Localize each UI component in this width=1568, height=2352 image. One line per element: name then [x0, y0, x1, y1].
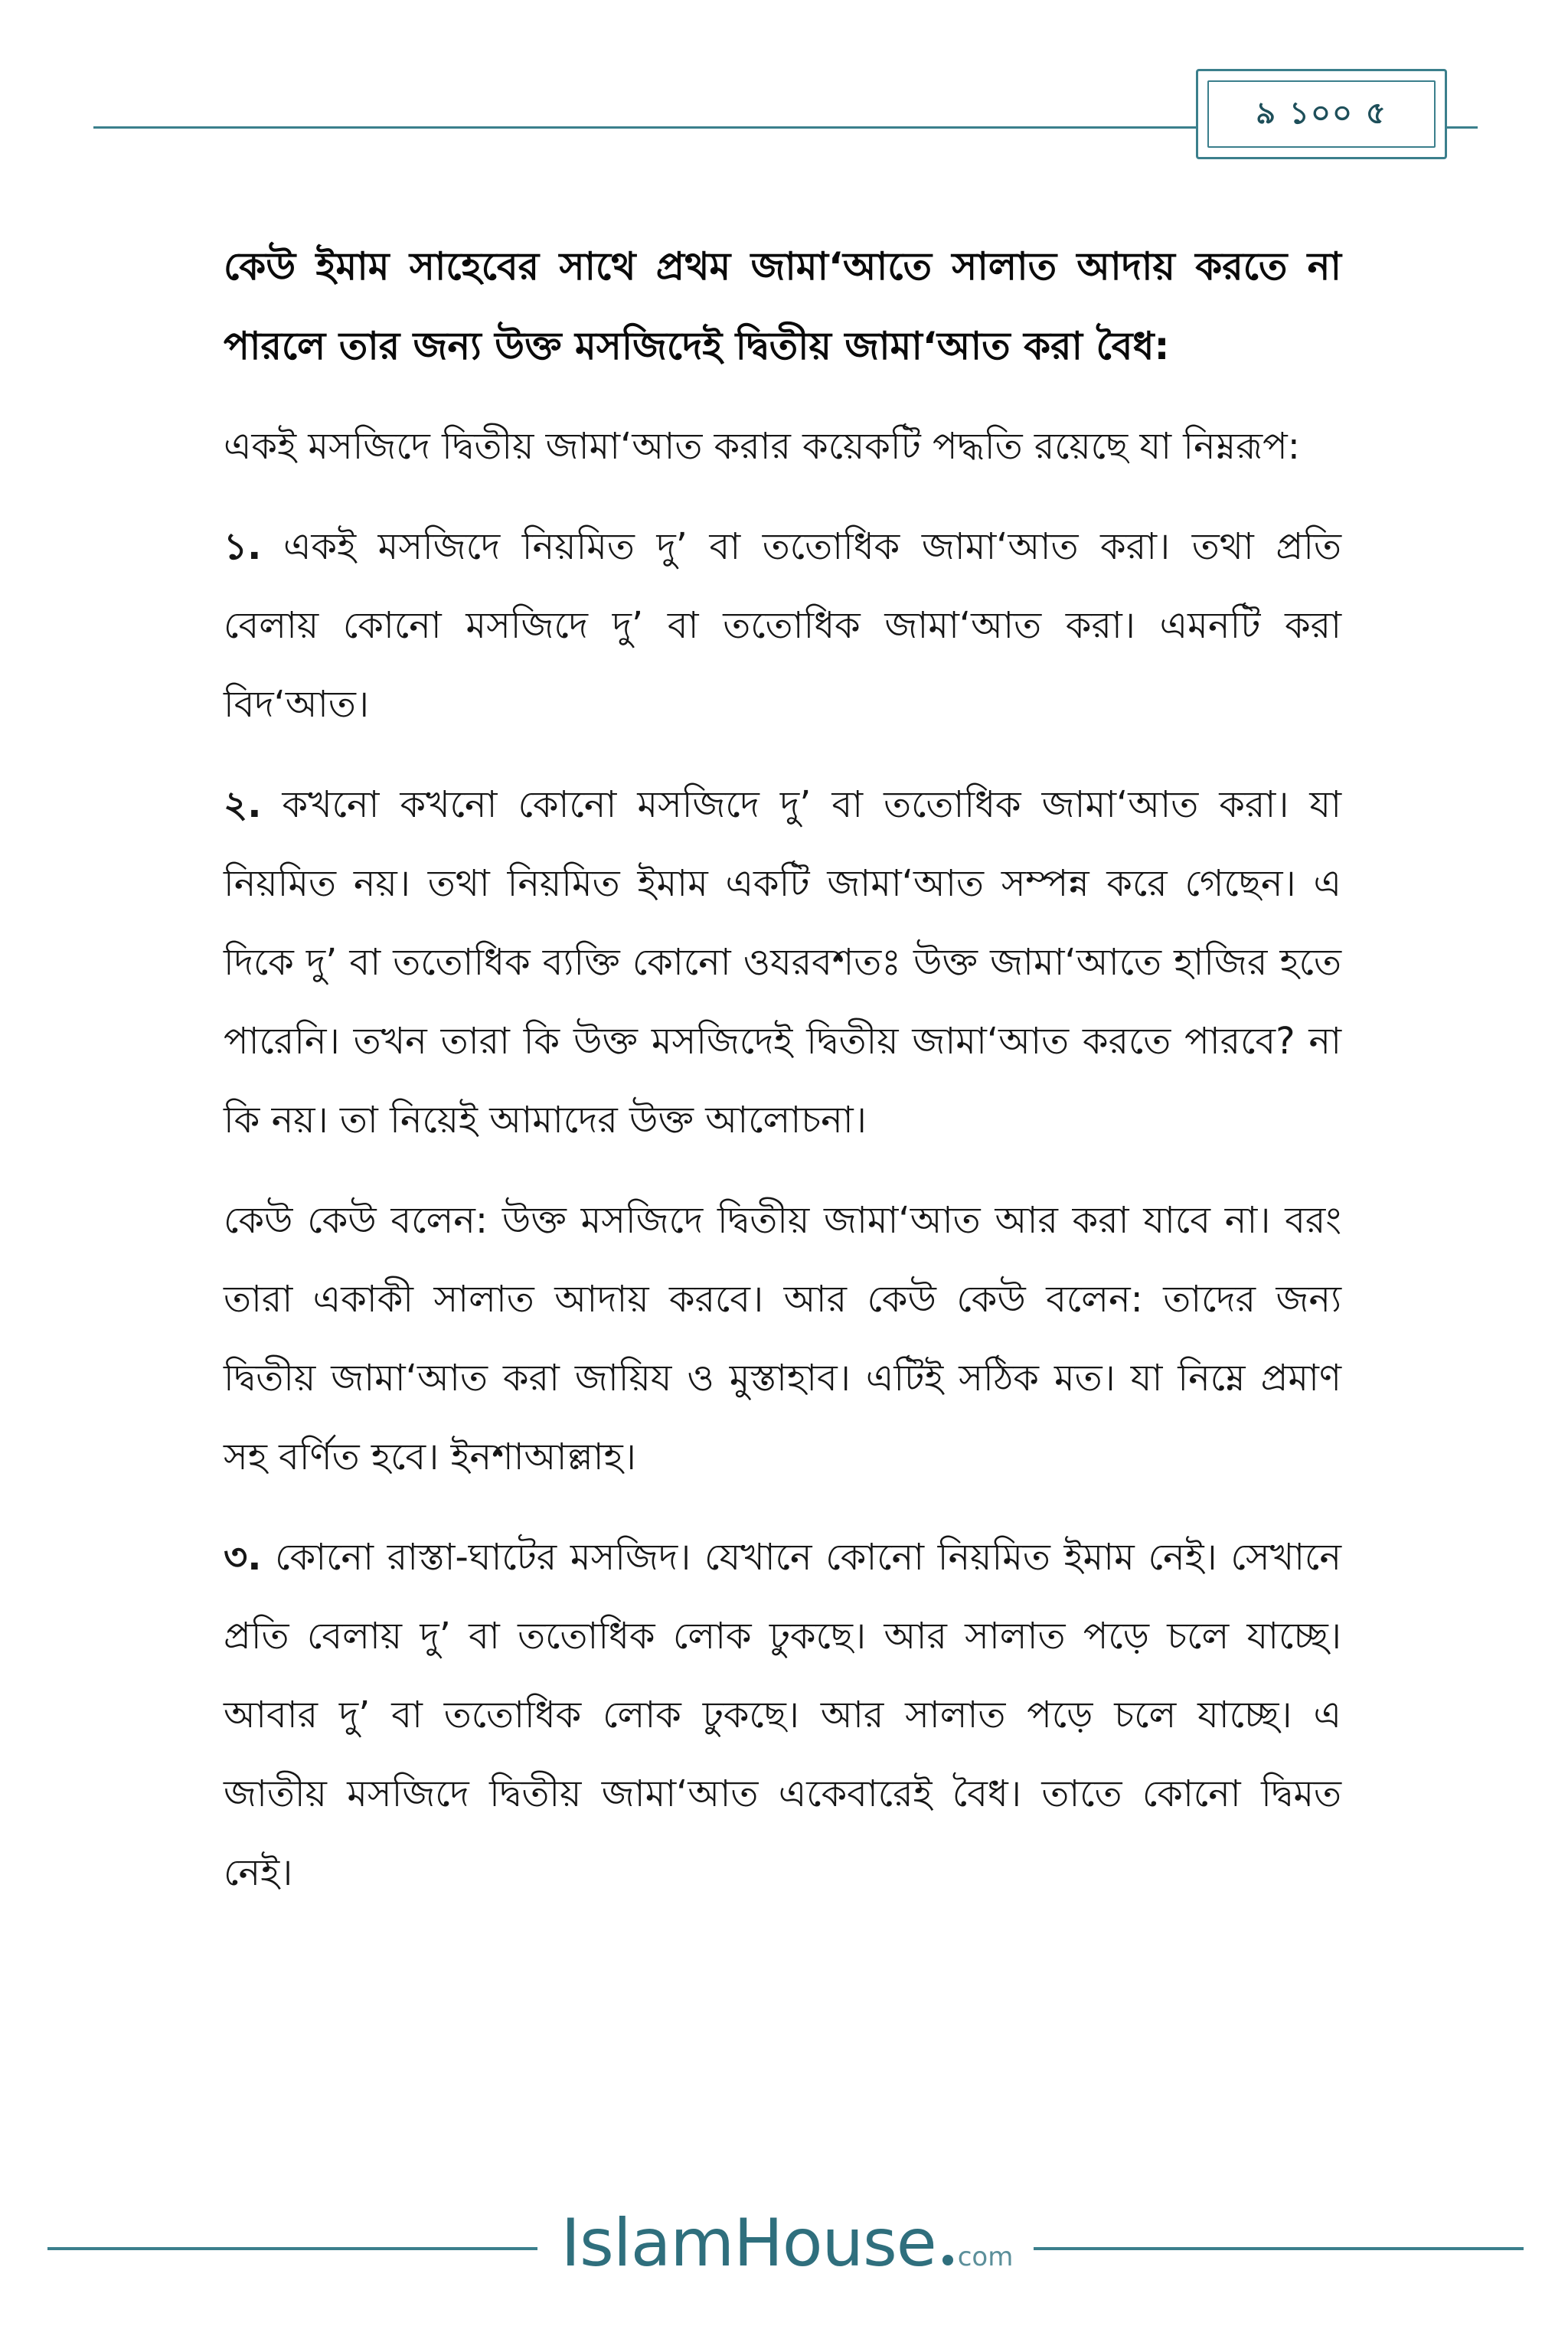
list-item-3-number: ৩.	[224, 1536, 262, 1579]
islamhouse-logo	[550, 2205, 1024, 2289]
logo-suffix: com	[957, 2242, 1014, 2272]
list-item-1	[224, 508, 1341, 744]
main-content	[224, 227, 1341, 1934]
page-number-inner-frame	[1207, 80, 1436, 148]
section-heading: কেউ ইমাম সাহেবের সাথে প্রথম জামা‘আতে সালাত আদায় করতে না পারলে তার জন্য উক্ত মসজিদেই দ্বিতীয় জামা‘আত করা বৈধ:	[224, 244, 1341, 368]
header-rule-left	[93, 126, 1204, 129]
page-number: ৯ ১০০ ৫	[1256, 95, 1387, 131]
footer-rule-left	[47, 2247, 537, 2250]
logo-dot-icon	[942, 2255, 953, 2265]
opinions-paragraph: কেউ কেউ বলেন: উক্ত মসজিদে দ্বিতীয় জামা‘আত আর করা যাবে না। বরং তারা একাকী সালাত আদায় করবে। আর কেউ কেউ বলেন: তাদের জন্য দ্বিতীয় জামা‘আত করা জায়িয ও মুস্তাহাব। এটিই সঠিক মত। যা নিম্নে প্রমাণ সহ বর্ণিত হবে। ইনশাআল্লাহ।	[224, 1199, 1341, 1478]
list-item-2-number: ২.	[224, 783, 262, 826]
logo-wordmark: IslamHouse	[560, 2205, 936, 2282]
list-item-2-text: কখনো কখনো কোনো মসজিদে দু’ বা ততোধিক জামা‘আত করা। যা নিয়মিত নয়। তথা নিয়মিত ইমাম একটি জামা‘আত সম্পন্ন করে গেছেন। এ দিকে দু’ বা ততোধিক ব্যক্তি কোনো ওযরবশতঃ উক্ত জামা‘আতে হাজির হতে পারেনি। তখন তারা কি উক্ত মসজিদেই দ্বিতীয় জামা‘আত করতে পারবে? না কি নয়। তা নিয়েই আমাদের উক্ত আলোচনা।	[224, 783, 1342, 1142]
page-number-frame	[1196, 69, 1447, 159]
intro-paragraph: একই মসজিদে দ্বিতীয় জামা‘আত করার কয়েকটি পদ্ধতি রয়েছে যা নিম্নরূপ:	[224, 425, 1300, 468]
list-item-3-text: কোনো রাস্তা-ঘাটের মসজিদ। যেখানে কোনো নিয়মিত ইমাম নেই। সেখানে প্রতি বেলায় দু’ বা ততোধিক লোক ঢুকছে। আর সালাত পড়ে চলে যাচ্ছে। আবার দু’ বা ততোধিক লোক ঢুকছে। আর সালাত পড়ে চলে যাচ্ছে। এ জাতীয় মসজিদে দ্বিতীয় জামা‘আত একেবারেই বৈধ। তাতে কোনো দ্বিমত নেই।	[224, 1536, 1341, 1894]
list-item-1-text: একই মসজিদে নিয়মিত দু’ বা ততোধিক জামা‘আত করা। তথা প্রতি বেলায় কোনো মসজিদে দু’ বা ততোধিক জামা‘আত করা। এমনটি করা বিদ‘আত।	[224, 525, 1341, 726]
footer-rule-right	[1034, 2247, 1524, 2250]
list-item-1-number: ১.	[224, 525, 262, 568]
list-item-2	[224, 766, 1341, 1160]
list-item-3	[224, 1518, 1341, 1913]
